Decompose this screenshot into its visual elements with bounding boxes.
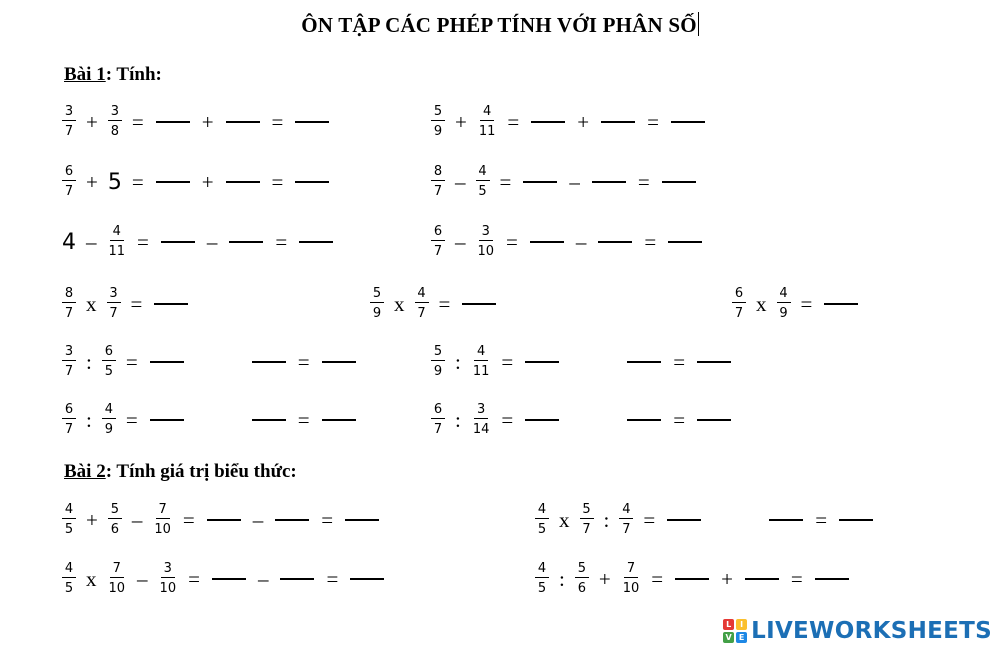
fraction: $\frac{4}{11}$ bbox=[108, 224, 126, 259]
fraction: $\frac{5}{9}$ bbox=[431, 105, 445, 139]
answer-blank[interactable] bbox=[671, 121, 705, 123]
fraction: $\frac{4}{5}$ bbox=[62, 503, 76, 537]
fraction: $\frac{4}{11}$ bbox=[472, 344, 490, 379]
minus-sign: – bbox=[455, 229, 466, 254]
answer-blank[interactable] bbox=[525, 419, 559, 421]
divide-sign: : bbox=[455, 349, 461, 374]
logo-block: L bbox=[723, 619, 734, 630]
equals-sign: = bbox=[643, 507, 656, 532]
exercise-7b bbox=[531, 496, 879, 544]
answer-blank[interactable] bbox=[345, 519, 379, 521]
exercise-6a bbox=[58, 396, 362, 444]
divide-sign: : bbox=[455, 407, 461, 432]
equals-sign: = bbox=[326, 566, 339, 591]
fraction: $\frac{5}{6}$ bbox=[108, 503, 122, 537]
times-sign: x bbox=[86, 566, 97, 591]
plus-sign: + bbox=[721, 566, 733, 591]
fraction: $\frac{4}{5}$ bbox=[535, 503, 549, 537]
answer-blank[interactable] bbox=[322, 419, 356, 421]
equals-sign: = bbox=[651, 566, 664, 591]
answer-blank[interactable] bbox=[299, 241, 333, 243]
exercise-1b bbox=[427, 98, 711, 146]
fraction: $\frac{5}{9}$ bbox=[370, 287, 384, 321]
plus-sign: + bbox=[86, 109, 98, 134]
plus-sign: + bbox=[598, 566, 611, 591]
plus-sign: + bbox=[577, 109, 590, 134]
fraction: $\frac{4}{9}$ bbox=[102, 403, 116, 437]
fraction: $\frac{4}{5}$ bbox=[62, 562, 76, 596]
equals-sign: = bbox=[790, 566, 803, 591]
answer-blank[interactable] bbox=[697, 361, 731, 363]
equals-sign: = bbox=[501, 407, 514, 432]
fraction: $\frac{5}{9}$ bbox=[431, 345, 445, 379]
fraction: $\frac{6}{7}$ bbox=[732, 287, 746, 321]
answer-blank[interactable] bbox=[667, 519, 701, 521]
page-title: ÔN TẬP CÁC PHÉP TÍNH VỚI PHÂN SỐ bbox=[301, 13, 697, 37]
exercise-4b bbox=[366, 280, 502, 328]
exercise-5b bbox=[427, 338, 737, 386]
minus-sign: – bbox=[86, 229, 97, 254]
exercise-8a bbox=[58, 555, 390, 603]
fraction: $\frac{5}{7}$ bbox=[580, 503, 594, 537]
fraction: $\frac{6}{7}$ bbox=[431, 403, 445, 437]
answer-blank[interactable] bbox=[154, 303, 188, 305]
answer-blank[interactable] bbox=[627, 361, 661, 363]
equals-sign: = bbox=[131, 169, 144, 194]
answer-blank[interactable] bbox=[252, 419, 286, 421]
equals-sign: = bbox=[647, 109, 659, 134]
fraction: $\frac{4}{5}$ bbox=[535, 562, 549, 596]
plus-sign: + bbox=[86, 169, 98, 194]
answer-blank[interactable] bbox=[252, 361, 286, 363]
answer-blank[interactable] bbox=[601, 121, 635, 123]
answer-blank[interactable] bbox=[226, 121, 260, 123]
divide-sign: : bbox=[559, 566, 565, 591]
minus-sign: – bbox=[569, 169, 580, 194]
fraction: $\frac{7}{10}$ bbox=[622, 561, 640, 596]
plus-sign: + bbox=[455, 109, 467, 134]
minus-sign: – bbox=[206, 229, 218, 254]
whole-number: 5 bbox=[107, 169, 122, 195]
section-2-heading: Bài 2: Tính giá trị biểu thức: bbox=[64, 461, 297, 482]
equals-sign: = bbox=[271, 109, 284, 134]
answer-blank[interactable] bbox=[295, 181, 329, 183]
divide-sign: : bbox=[86, 349, 92, 374]
divide-sign: : bbox=[86, 407, 92, 432]
fraction: $\frac{6}{5}$ bbox=[102, 345, 116, 379]
answer-blank[interactable] bbox=[161, 241, 195, 243]
answer-blank[interactable] bbox=[592, 181, 626, 183]
answer-blank[interactable] bbox=[815, 578, 849, 580]
fraction: $\frac{3}{7}$ bbox=[62, 345, 76, 379]
fraction: $\frac{4}{11}$ bbox=[478, 104, 496, 139]
answer-blank[interactable] bbox=[675, 578, 709, 580]
answer-blank[interactable] bbox=[156, 121, 190, 123]
answer-blank[interactable] bbox=[531, 121, 565, 123]
answer-blank[interactable] bbox=[150, 419, 184, 421]
equals-sign: = bbox=[506, 229, 518, 254]
exercise-1a bbox=[58, 98, 335, 146]
fraction: $\frac{3}{14}$ bbox=[472, 402, 490, 437]
logo-blocks-icon bbox=[723, 619, 747, 643]
equals-sign: = bbox=[815, 507, 828, 532]
answer-blank[interactable] bbox=[150, 361, 184, 363]
minus-sign: – bbox=[137, 566, 148, 591]
equals-sign: = bbox=[130, 291, 143, 316]
fraction: $\frac{4}{5}$ bbox=[476, 165, 490, 199]
equals-sign: = bbox=[673, 407, 686, 432]
liveworksheets-logo[interactable] bbox=[723, 618, 992, 644]
fraction: $\frac{3}{8}$ bbox=[108, 105, 122, 139]
answer-blank[interactable] bbox=[322, 361, 356, 363]
answer-blank[interactable] bbox=[523, 181, 557, 183]
equals-sign: = bbox=[507, 109, 520, 134]
equals-sign: = bbox=[271, 169, 284, 194]
whole-number: 4 bbox=[62, 229, 76, 255]
answer-blank[interactable] bbox=[668, 241, 702, 243]
exercise-7a bbox=[58, 496, 385, 544]
answer-blank[interactable] bbox=[530, 241, 564, 243]
equals-sign: = bbox=[125, 407, 138, 432]
divide-sign: : bbox=[603, 507, 610, 532]
answer-blank[interactable] bbox=[462, 303, 496, 305]
answer-blank[interactable] bbox=[697, 419, 731, 421]
answer-blank[interactable] bbox=[839, 519, 873, 521]
fraction: $\frac{3}{10}$ bbox=[477, 224, 495, 259]
answer-blank[interactable] bbox=[275, 519, 309, 521]
equals-sign: = bbox=[137, 229, 149, 254]
answer-blank[interactable] bbox=[769, 519, 803, 521]
answer-blank[interactable] bbox=[207, 519, 241, 521]
equals-sign: = bbox=[125, 349, 138, 374]
fraction: $\frac{5}{6}$ bbox=[575, 562, 589, 596]
minus-sign: – bbox=[131, 507, 143, 532]
exercise-5a bbox=[58, 338, 362, 386]
equals-sign: = bbox=[673, 349, 686, 374]
equals-sign: = bbox=[297, 407, 310, 432]
exercise-6b bbox=[427, 396, 737, 444]
times-sign: x bbox=[756, 291, 767, 316]
minus-sign: – bbox=[455, 169, 466, 194]
answer-blank[interactable] bbox=[350, 578, 384, 580]
fraction: $\frac{8}{7}$ bbox=[431, 165, 445, 199]
equals-sign: = bbox=[800, 291, 813, 316]
fraction: $\frac{6}{7}$ bbox=[62, 403, 76, 437]
times-sign: x bbox=[394, 291, 405, 316]
fraction: $\frac{4}{7}$ bbox=[619, 503, 633, 537]
equals-sign: = bbox=[438, 291, 451, 316]
answer-blank[interactable] bbox=[598, 241, 632, 243]
fraction: $\frac{7}{10}$ bbox=[108, 561, 126, 596]
fraction: $\frac{4}{9}$ bbox=[777, 287, 791, 321]
text-caret bbox=[698, 12, 699, 36]
answer-blank[interactable] bbox=[156, 181, 190, 183]
fraction: $\frac{6}{7}$ bbox=[62, 165, 76, 199]
equals-sign: = bbox=[321, 507, 334, 532]
logo-block: V bbox=[723, 632, 734, 643]
plus-sign: + bbox=[86, 507, 98, 532]
plus-sign: + bbox=[201, 169, 214, 194]
fraction: $\frac{3}{10}$ bbox=[159, 561, 177, 596]
equals-sign: = bbox=[499, 169, 512, 194]
logo-block: E bbox=[736, 632, 747, 643]
equals-sign: = bbox=[275, 229, 288, 254]
section-1-heading: Bài 1: Tính: bbox=[64, 64, 162, 85]
exercise-2b bbox=[427, 158, 702, 206]
exercise-3b bbox=[427, 218, 708, 266]
brand-name: LIVEWORKSHEETS bbox=[751, 618, 992, 644]
answer-blank[interactable] bbox=[226, 181, 260, 183]
equals-sign: = bbox=[188, 566, 200, 591]
minus-sign: – bbox=[575, 229, 587, 254]
equals-sign: = bbox=[644, 229, 657, 254]
fraction: $\frac{6}{7}$ bbox=[431, 225, 445, 259]
answer-blank[interactable] bbox=[280, 578, 314, 580]
equals-sign: = bbox=[637, 169, 650, 194]
times-sign: x bbox=[86, 291, 97, 316]
fraction: $\frac{3}{7}$ bbox=[107, 287, 121, 321]
exercise-4c bbox=[728, 280, 864, 328]
answer-blank[interactable] bbox=[745, 578, 779, 580]
exercise-8b bbox=[531, 555, 855, 603]
minus-sign: – bbox=[252, 507, 264, 532]
answer-blank[interactable] bbox=[295, 121, 329, 123]
answer-blank[interactable] bbox=[824, 303, 858, 305]
plus-sign: + bbox=[201, 109, 214, 134]
equals-sign: = bbox=[182, 507, 195, 532]
answer-blank[interactable] bbox=[212, 578, 246, 580]
fraction: $\frac{7}{10}$ bbox=[154, 502, 171, 537]
answer-blank[interactable] bbox=[525, 361, 559, 363]
minus-sign: – bbox=[257, 566, 269, 591]
fraction: $\frac{4}{7}$ bbox=[415, 287, 429, 321]
answer-blank[interactable] bbox=[627, 419, 661, 421]
times-sign: x bbox=[559, 507, 570, 532]
equals-sign: = bbox=[501, 349, 514, 374]
equals-sign: = bbox=[131, 109, 144, 134]
exercise-2a bbox=[58, 158, 335, 206]
exercise-4a bbox=[58, 280, 194, 328]
fraction: $\frac{8}{7}$ bbox=[62, 287, 76, 321]
logo-block: I bbox=[736, 619, 747, 630]
equals-sign: = bbox=[297, 349, 310, 374]
answer-blank[interactable] bbox=[662, 181, 696, 183]
answer-blank[interactable] bbox=[229, 241, 263, 243]
exercise-3a bbox=[58, 218, 339, 266]
fraction: $\frac{3}{7}$ bbox=[62, 105, 76, 139]
